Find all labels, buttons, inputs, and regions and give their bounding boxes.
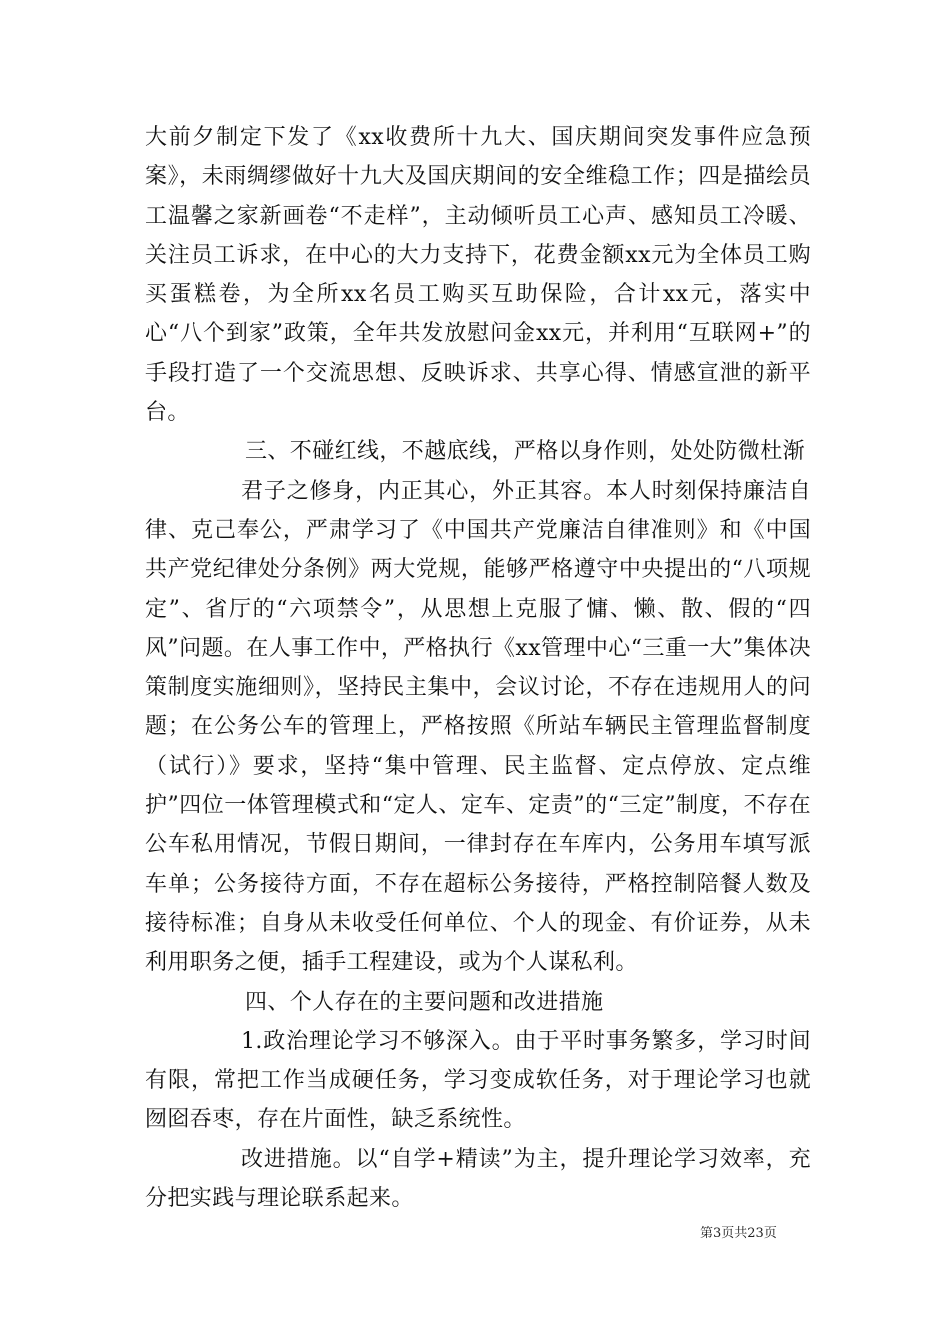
page-number: 第3页共23页 [700, 1226, 777, 1241]
section-heading-4: 四、个人存在的主要问题和改进措施 [245, 989, 604, 1015]
document-body [145, 118, 811, 1218]
paragraph-continued: 大前夕制定下发了《xx收费所十九大、国庆期间突发事件应急预案》，未雨绸缪做好十九大及国庆期间的安全维稳工作；四是描绘员工温馨之家新画卷“不走样”，主动倾听员工心声、感知员工冷暖、关注员工诉求，在中心的大力支持下，花费金额xx元为全体员工购买蛋糕卷，为全所xx名员工购买互助保险，合计xx元，落实中心“八个到家”政策，全年共发放慰问金xx元，并利用“互联网+”的手段打造了一个交流思想、反映诉求、共享心得、情感宣泄的新平台。 [145, 125, 811, 426]
paragraph-problem-1: 1.政治理论学习不够深入。由于平时事务繁多，学习时间有限，常把工作当成硬任务，学习变成软任务，对于理论学习也就囫囵吞枣，存在片面性，缺乏系统性。 [145, 1028, 811, 1133]
section-heading-3: 三、不碰红线，不越底线，严格以身作则，处处防微杜渐 [245, 439, 806, 465]
paragraph-measure-1: 改进措施。以“自学+精读”为主，提升理论学习效率，充分把实践与理论联系起来。 [145, 1146, 811, 1212]
paragraph-section-3: 君子之修身，内正其心，外正其容。本人时刻保持廉洁自律、克己奉公，严肃学习了《中国共产党廉洁自律准则》和《中国共产党纪律处分条例》两大党规，能够严格遵守中央提出的“八项规定”、省厅的“六项禁令”，从思想上克服了慵、懒、散、假的“四风”问题。在人事工作中，严格执行《xx管理中心“三重一大”集体决策制度实施细则》，坚持民主集中，会议讨论，不存在违规用人的问题；在公务公车的管理上，严格按照《所站车辆民主管理监督制度（试行）》要求，坚持“集中管理、民主监督、定点停放、定点维护”四位一体管理模式和“定人、定车、定责”的“三定”制度，不存在公车私用情况，节假日期间，一律封存在车库内，公务用车填写派车单；公务接待方面，不存在超标公务接待，严格控制陪餐人数及接待标准；自身从未收受任何单位、个人的现金、有价证券，从未利用职务之便，插手工程建设，或为个人谋私利。 [145, 478, 811, 976]
